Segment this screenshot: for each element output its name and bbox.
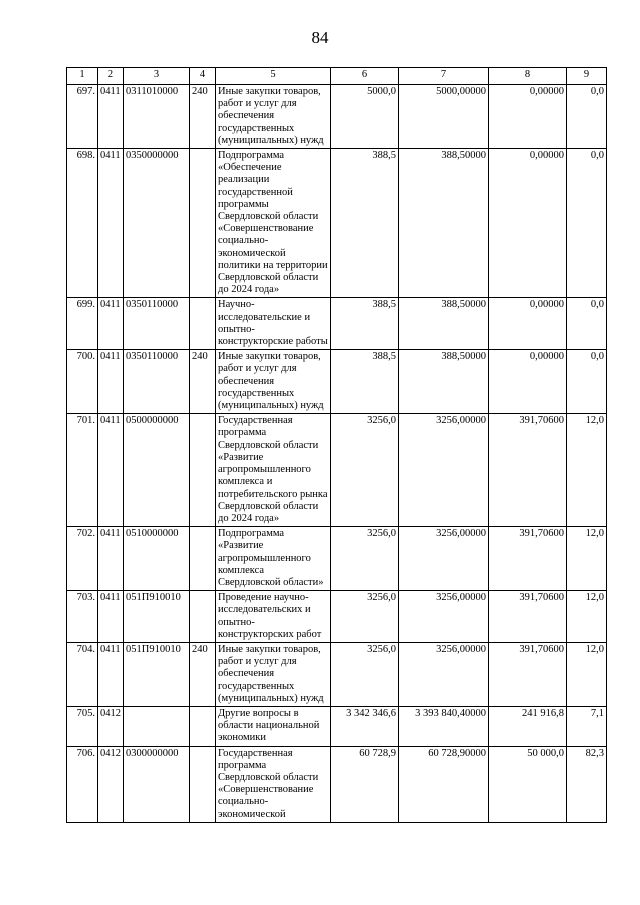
table-row	[67, 350, 607, 414]
target-code-cell: 0350110000	[124, 298, 190, 350]
table-row	[67, 298, 607, 350]
row-number-cell: 704.	[67, 642, 98, 706]
expense-type-cell: 240	[190, 642, 216, 706]
value-col9-cell: 82,3	[567, 746, 607, 822]
section-code-cell: 0411	[98, 414, 124, 527]
value-col6-cell: 3256,0	[331, 591, 399, 643]
item-name-cell: Государственная программа Свердловской области «Совершенствование социально-экономической	[216, 746, 331, 822]
expense-type-cell	[190, 527, 216, 591]
value-col8-cell: 0,00000	[489, 149, 567, 298]
expense-type-cell	[190, 746, 216, 822]
value-col8-cell: 241 916,8	[489, 706, 567, 746]
section-code-cell: 0412	[98, 706, 124, 746]
target-code-cell: 0500000000	[124, 414, 190, 527]
target-code-cell: 0350110000	[124, 350, 190, 414]
table-row	[67, 746, 607, 822]
section-code-cell: 0411	[98, 642, 124, 706]
row-number-cell: 698.	[67, 149, 98, 298]
value-col9-cell: 12,0	[567, 527, 607, 591]
target-code-cell: 0311010000	[124, 85, 190, 149]
item-name-cell: Другие вопросы в области национальной экономики	[216, 706, 331, 746]
table-row	[67, 591, 607, 643]
expense-type-cell: 240	[190, 85, 216, 149]
target-code-cell	[124, 706, 190, 746]
expense-type-cell	[190, 414, 216, 527]
section-code-cell: 0411	[98, 591, 124, 643]
item-name-cell: Подпрограмма «Развитие агропромышленного комплекса Свердловской области»	[216, 527, 331, 591]
row-number-cell: 706.	[67, 746, 98, 822]
table-row	[67, 85, 607, 149]
row-number-cell: 699.	[67, 298, 98, 350]
section-code-cell: 0411	[98, 350, 124, 414]
table-row	[67, 527, 607, 591]
value-col6-cell: 3256,0	[331, 414, 399, 527]
item-name-cell: Иные закупки товаров, работ и услуг для обеспечения государственных (муниципальных) нужд	[216, 350, 331, 414]
column-header: 9	[567, 68, 607, 85]
value-col6-cell: 388,5	[331, 149, 399, 298]
section-code-cell: 0411	[98, 149, 124, 298]
value-col9-cell: 12,0	[567, 591, 607, 643]
value-col7-cell: 3 393 840,40000	[399, 706, 489, 746]
expense-type-cell: 240	[190, 350, 216, 414]
target-code-cell: 051П910010	[124, 642, 190, 706]
row-number-cell: 705.	[67, 706, 98, 746]
expense-type-cell	[190, 149, 216, 298]
column-header: 4	[190, 68, 216, 85]
row-number-cell: 700.	[67, 350, 98, 414]
target-code-cell: 0350000000	[124, 149, 190, 298]
section-code-cell: 0412	[98, 746, 124, 822]
value-col7-cell: 3256,00000	[399, 527, 489, 591]
value-col9-cell: 0,0	[567, 149, 607, 298]
column-header: 3	[124, 68, 190, 85]
target-code-cell: 0300000000	[124, 746, 190, 822]
expense-type-cell	[190, 591, 216, 643]
section-code-cell: 0411	[98, 298, 124, 350]
value-col6-cell: 3 342 346,6	[331, 706, 399, 746]
row-number-cell: 701.	[67, 414, 98, 527]
value-col6-cell: 3256,0	[331, 642, 399, 706]
row-number-cell: 697.	[67, 85, 98, 149]
value-col8-cell: 391,70600	[489, 527, 567, 591]
value-col8-cell: 0,00000	[489, 85, 567, 149]
column-header: 8	[489, 68, 567, 85]
expense-type-cell	[190, 706, 216, 746]
column-header: 7	[399, 68, 489, 85]
table-row	[67, 706, 607, 746]
value-col6-cell: 5000,0	[331, 85, 399, 149]
value-col7-cell: 60 728,90000	[399, 746, 489, 822]
item-name-cell: Подпрограмма «Обеспечение реализации государственной программы Свердловской области «Совершенствование социально-экономической политики на территории Свердловской области до 2024 года»	[216, 149, 331, 298]
table-row	[67, 149, 607, 298]
value-col9-cell: 12,0	[567, 414, 607, 527]
item-name-cell: Иные закупки товаров, работ и услуг для обеспечения государственных (муниципальных) нужд	[216, 85, 331, 149]
value-col9-cell: 0,0	[567, 350, 607, 414]
value-col8-cell: 391,70600	[489, 642, 567, 706]
column-header: 5	[216, 68, 331, 85]
item-name-cell: Научно-исследовательские и опытно-конструкторские работы	[216, 298, 331, 350]
table-header-row	[67, 68, 607, 85]
section-code-cell: 0411	[98, 527, 124, 591]
value-col8-cell: 0,00000	[489, 350, 567, 414]
value-col8-cell: 391,70600	[489, 414, 567, 527]
value-col9-cell: 7,1	[567, 706, 607, 746]
value-col7-cell: 388,50000	[399, 350, 489, 414]
value-col7-cell: 3256,00000	[399, 414, 489, 527]
value-col7-cell: 3256,00000	[399, 591, 489, 643]
value-col6-cell: 388,5	[331, 298, 399, 350]
page-number: 84	[311, 28, 329, 47]
value-col6-cell: 3256,0	[331, 527, 399, 591]
target-code-cell: 0510000000	[124, 527, 190, 591]
value-col8-cell: 50 000,0	[489, 746, 567, 822]
value-col7-cell: 5000,00000	[399, 85, 489, 149]
value-col9-cell: 12,0	[567, 642, 607, 706]
column-header: 6	[331, 68, 399, 85]
value-col8-cell: 0,00000	[489, 298, 567, 350]
value-col8-cell: 391,70600	[489, 591, 567, 643]
table-row	[67, 414, 607, 527]
table-row	[67, 642, 607, 706]
item-name-cell: Иные закупки товаров, работ и услуг для обеспечения государственных (муниципальных) нужд	[216, 642, 331, 706]
item-name-cell: Проведение научно-исследовательских и опытно-конструкторских работ	[216, 591, 331, 643]
column-header: 2	[98, 68, 124, 85]
value-col6-cell: 388,5	[331, 350, 399, 414]
section-code-cell: 0411	[98, 85, 124, 149]
row-number-cell: 703.	[67, 591, 98, 643]
row-number-cell: 702.	[67, 527, 98, 591]
value-col9-cell: 0,0	[567, 298, 607, 350]
budget-table	[66, 67, 607, 823]
value-col7-cell: 388,50000	[399, 149, 489, 298]
value-col7-cell: 388,50000	[399, 298, 489, 350]
value-col9-cell: 0,0	[567, 85, 607, 149]
expense-type-cell	[190, 298, 216, 350]
value-col6-cell: 60 728,9	[331, 746, 399, 822]
value-col7-cell: 3256,00000	[399, 642, 489, 706]
target-code-cell: 051П910010	[124, 591, 190, 643]
column-header: 1	[67, 68, 98, 85]
item-name-cell: Государственная программа Свердловской области «Развитие агропромышленного комплекса и потребительского рынка Свердловской области до 2024 года»	[216, 414, 331, 527]
